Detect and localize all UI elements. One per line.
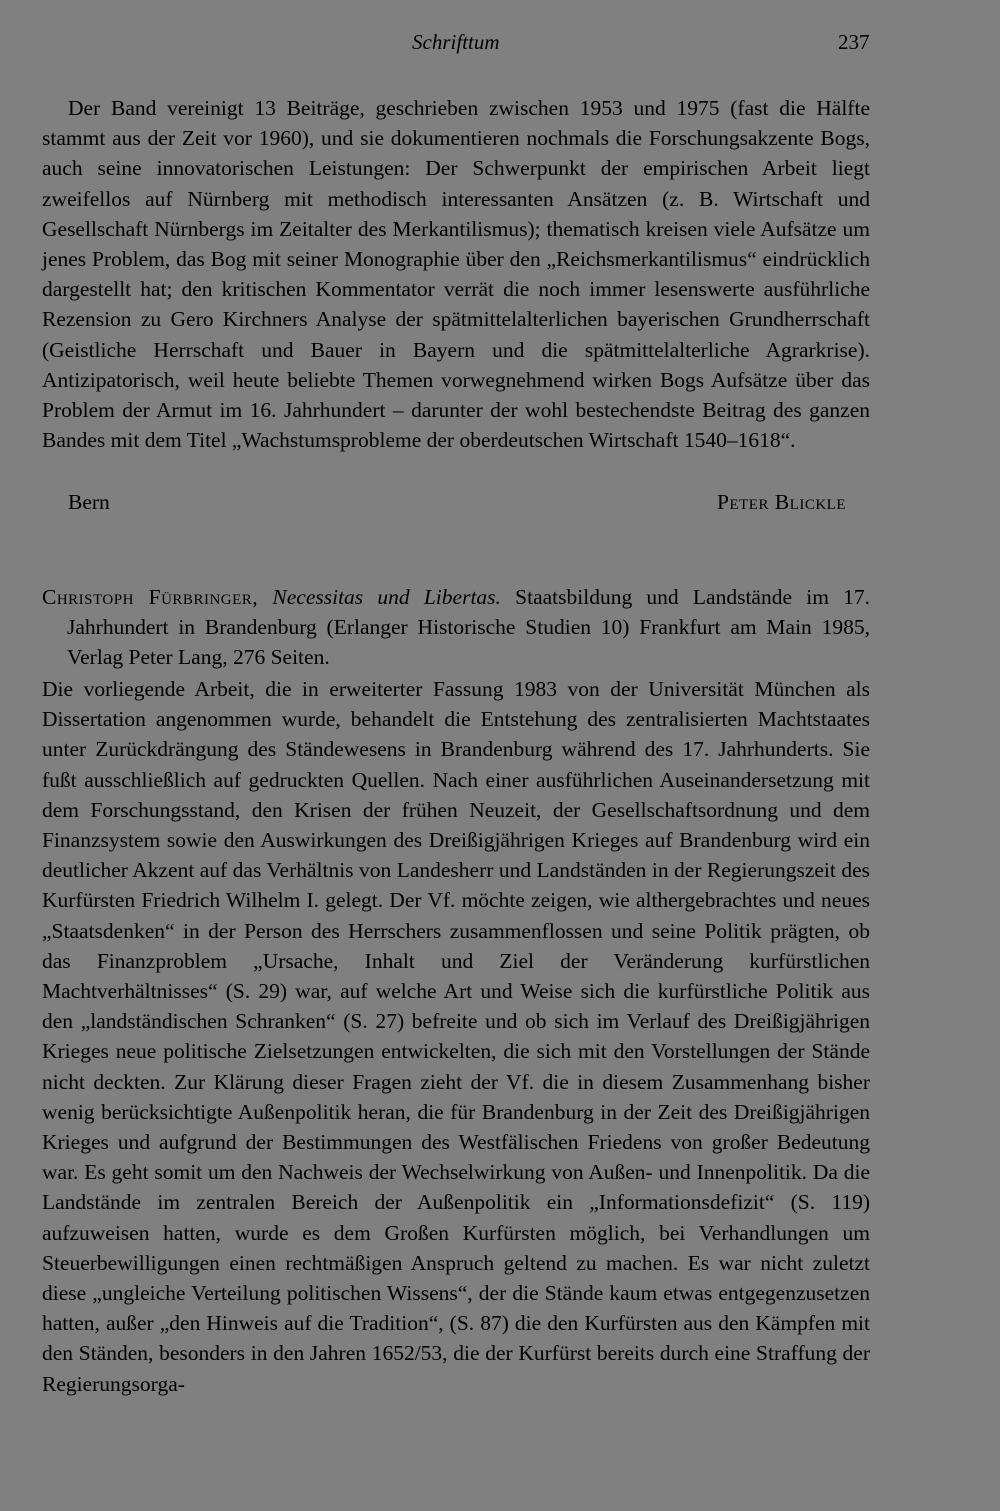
book-citation (42, 582, 870, 673)
reviewer-signature (68, 490, 846, 522)
citation-title: Necessitas und Libertas. (272, 585, 501, 609)
signature-place: Bern (68, 490, 110, 514)
citation-author: Christoph Fürbringer, (42, 585, 259, 609)
signature-name: Peter Blickle (717, 490, 846, 514)
page-number: 237 (838, 30, 870, 54)
citation-details: Staatsbildung und Landstände im 17. Jahrhundert in Brandenburg (Erlanger Historische Studien 10) Frankfurt am Main 1985, Verlag Peter Lang, 276 Seiten. (67, 585, 871, 670)
review-paragraph-1: Der Band vereinigt 13 Beiträge, geschrieben zwischen 1953 und 1975 (fast die Hälfte stammt aus der Zeit vor 1960), und sie dokumentieren nochmals die Forschungsakzente Bogs, auch seine innovatorischen Leistungen: Der Schwerpunkt der empirischen Arbeit liegt zweifellos auf Nürnberg mit methodisch interessanten Ansätzen (z. B. Wirtschaft und Gesellschaft Nürnbergs im Zeitalter des Merkantilismus); thematisch kreisen viele Aufsätze um jenes Problem, das Bog mit seiner Monographie über den „Reichsmerkantilismus“ eindrücklich dargestellt hat; den kritischen Kommentator verrät die noch immer lesenswerte ausführliche Rezension zu Gero Kirchners Analyse der spätmittelalterlichen bayerischen Grundherrschaft (Geistliche Herrschaft und Bauer in Bayern und die spätmittelalterliche Agrarkrise). Antizipatorisch, weil heute beliebte Themen vorwegnehmend wirken Bogs Aufsätze über das Problem der Armut im 16. Jahrhundert – darunter der wohl bestechendste Beitrag des ganzen Bandes mit dem Titel „Wachstumsprobleme der oberdeutschen Wirtschaft 1540–1618“. (42, 96, 870, 453)
running-title: Schrifttum (412, 30, 500, 54)
review-paragraph-2: Die vorliegende Arbeit, die in erweiterter Fassung 1983 von der Universität München als Dissertation angenommen wurde, behandelt die Entstehung des zentralisierten Machtstaates unter Zurückdrängung des Ständewesens in Brandenburg während des 17. Jahrhunderts. Sie fußt ausschließlich auf gedruckten Quellen. Nach einer ausführlichen Auseinandersetzung mit dem Forschungsstand, den Krisen der frühen Neuzeit, der Gesellschaftsordnung und dem Finanzsystem sowie den Auswirkungen des Dreißigjährigen Krieges auf Brandenburg wird ein deutlicher Akzent auf das Verhältnis von Landesherr und Landständen in der Regierungszeit des Kurfürsten Friedrich Wilhelm I. gelegt. Der Vf. möchte zeigen, wie althergebrachtes und neues „Staatsdenken“ in der Person des Herrschers zusammenflossen und seine Politik prägten, ob das Finanzproblem „Ursache, Inhalt und Ziel der Veränderung kurfürstlichen Machtverhältnisses“ (S. 29) war, auf welche Art und Weise sich die kurfürstliche Politik aus den „landständischen Schranken“ (S. 27) befreite und ob sich im Verlauf des Dreißigjährigen Krieges neue politische Zielsetzungen entwickelten, die sich mit den Vorstellungen der Stände nicht deckten. Zur Klärung dieser Fragen zieht der Vf. die in diesem Zusammenhang bisher wenig berücksichtigte Außenpolitik heran, die für Brandenburg in der Zeit des Dreißigjährigen Krieges und aufgrund der Bestimmungen des Westfälischen Friedens von großer Bedeutung war. Es geht somit um den Nachweis der Wechselwirkung von Außen- und Innenpolitik. Da die Landstände im zentralen Bereich der Außenpolitik ein „Informationsdefizit“ (S. 119) aufzuweisen hatten, wurde es dem Großen Kurfürsten möglich, bei Verhandlungen um Steuerbewilligungen einen rechtmäßigen Anspruch geltend zu machen. Es war nicht zuletzt diese „ungleiche Verteilung politischen Wissens“, der die Stände kaum etwas entgegenzusetzen hatten, außer „den Hinweis auf die Tradition“, (S. 87) die den Kurfürsten aus den Kämpfen mit den Ständen, besonders in den Jahren 1652/53, die der Kurfürst bereits durch eine Straffung der Regierungsorga- (42, 677, 870, 1396)
running-head (0, 30, 1000, 60)
